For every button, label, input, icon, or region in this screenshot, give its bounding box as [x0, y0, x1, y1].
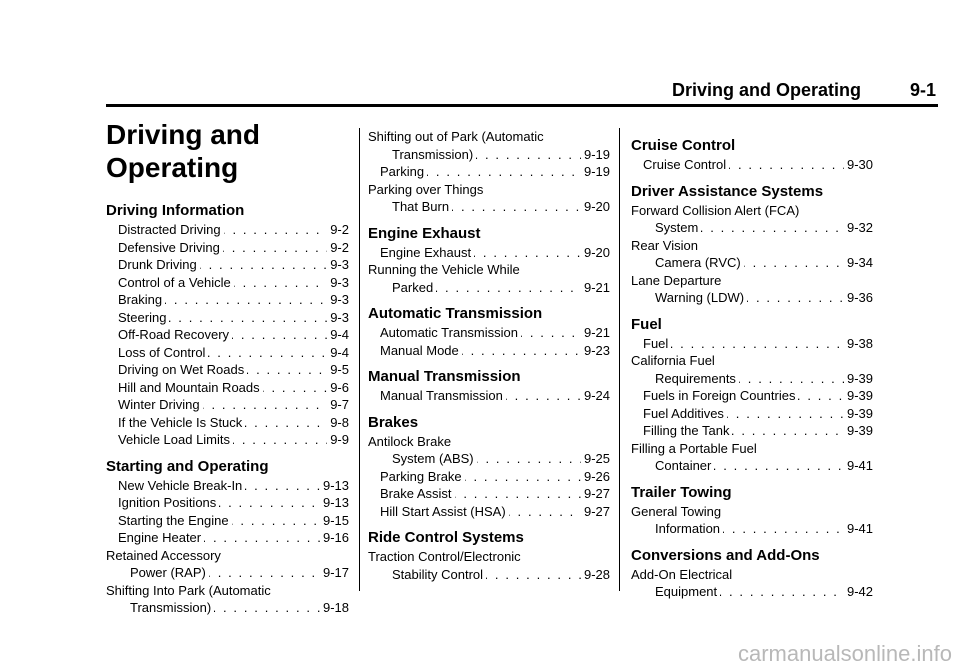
toc-column-1 [106, 119, 349, 617]
toc-entry-label: Container [655, 458, 712, 473]
toc-entry-page: 9-20 [583, 244, 610, 260]
section-heading: Engine Exhaust [368, 224, 481, 242]
toc-entry-label: Driving on Wet Roads [118, 362, 245, 377]
toc-entry-label: Brake Assist [380, 486, 452, 501]
toc-entry-label: Control of a Vehicle [118, 274, 231, 290]
section-heading: Ride Control Systems [368, 529, 524, 546]
toc-entry-label: Stability Control [392, 566, 484, 582]
toc-entry-label: Parking Brake [380, 468, 462, 484]
toc-entry-label: Fuel [643, 335, 669, 351]
toc-entry-list [631, 202, 873, 307]
toc-section [368, 529, 610, 583]
toc-entry-page: 9-2 [330, 222, 349, 237]
toc-entry-page: 9-3 [330, 257, 349, 272]
toc-column-3 [631, 128, 873, 601]
toc-entry-list [368, 387, 610, 405]
toc-entry-page: 9-13 [322, 477, 349, 493]
toc-entry-label: Hill and Mountain Roads [118, 379, 260, 395]
dot-leader [720, 583, 844, 601]
toc-entry-page: 9-30 [846, 157, 873, 172]
toc-entry-label: Hill Start Assist (HSA) [380, 503, 506, 519]
running-header-title: Driving and Operating [671, 80, 861, 100]
toc-entry[interactable] [631, 440, 873, 475]
toc-entry-list [368, 324, 610, 359]
toc-section [368, 128, 610, 216]
dot-leader [245, 477, 320, 495]
toc-entry[interactable] [106, 326, 349, 344]
toc-entry-label: Requirements [655, 370, 736, 386]
section-heading: Manual Transmission [368, 368, 521, 385]
section-heading: Conversions and Add-Ons [631, 546, 820, 564]
dot-leader [476, 146, 581, 164]
dot-leader [744, 254, 844, 272]
chapter-title [106, 118, 349, 184]
toc-entry-page: 9-27 [583, 503, 610, 519]
header-rule [106, 104, 938, 107]
toc-entry-label: Off-Road Recovery [118, 327, 230, 342]
dot-leader [234, 274, 327, 292]
toc-entry-label: Transmission) [392, 146, 474, 162]
toc-entry-page: 9-34 [846, 255, 873, 270]
toc-entry[interactable] [631, 503, 873, 538]
toc-entry-label: Engine Exhaust [380, 244, 472, 260]
toc-section [631, 547, 873, 601]
toc-entry-page: 9-24 [583, 388, 610, 403]
toc-entry[interactable] [106, 529, 349, 547]
toc-entry[interactable] [368, 433, 610, 468]
toc-section [631, 137, 873, 174]
dot-leader [200, 256, 327, 274]
section-heading: Fuel [631, 315, 662, 333]
chapter-title-line: Operating [106, 152, 239, 183]
toc-entry-label: Transmission) [130, 600, 212, 615]
dot-leader [714, 457, 844, 475]
toc-entry-page: 9-13 [322, 495, 349, 510]
toc-entry[interactable] [631, 202, 873, 237]
toc-entry-page: 9-25 [583, 451, 610, 466]
toc-section [368, 305, 610, 359]
dot-leader [204, 529, 320, 547]
toc-entry[interactable] [368, 261, 610, 296]
toc-entry-label: Equipment [655, 584, 718, 599]
toc-entry-page: 9-32 [846, 220, 873, 235]
toc-entry-label-line: Shifting Into Park (Automatic [106, 582, 271, 598]
toc-entry-label: Defensive Driving [118, 239, 220, 255]
toc-entry-page: 9-16 [322, 530, 349, 545]
toc-entry-label: Winter Driving [118, 397, 200, 412]
dot-leader [224, 221, 328, 239]
toc-entry-label: Camera (RVC) [655, 255, 741, 270]
toc-entry-page: 9-2 [330, 239, 349, 255]
toc-entry-list [631, 503, 873, 538]
toc-entry[interactable] [106, 396, 349, 414]
toc-entry-page: 9-7 [330, 397, 349, 412]
toc-entry[interactable] [368, 181, 610, 216]
dot-leader [223, 239, 327, 257]
dot-leader [732, 422, 843, 440]
dot-leader [671, 335, 844, 353]
toc-entry[interactable] [368, 485, 610, 503]
toc-entry-label: Information [655, 521, 721, 536]
toc-entry-label: Loss of Control [118, 344, 206, 360]
toc-entry-list [368, 128, 610, 216]
section-heading: Cruise Control [631, 137, 736, 154]
dot-leader [474, 244, 581, 262]
toc-entry-page: 9-5 [330, 362, 349, 377]
toc-entry[interactable] [368, 163, 610, 181]
toc-entry[interactable] [631, 156, 873, 174]
toc-entry-label: If the Vehicle Is Stuck [118, 414, 243, 430]
toc-entry-label: Distracted Driving [118, 222, 221, 237]
toc-entry[interactable] [106, 582, 349, 617]
toc-entry-page: 9-3 [330, 292, 349, 307]
toc-entry[interactable] [631, 335, 873, 353]
toc-entry-label-line: California Fuel [631, 353, 715, 368]
toc-entry[interactable] [631, 566, 873, 601]
dot-leader [219, 494, 320, 512]
dot-leader [245, 414, 327, 432]
dot-leader [452, 198, 581, 216]
toc-entry-label: Warning (LDW) [655, 290, 745, 305]
toc-section [106, 458, 349, 617]
page-number: 9-1 [909, 80, 936, 100]
toc-entry[interactable] [106, 477, 349, 495]
toc-entry-label: Drunk Driving [118, 257, 197, 272]
dot-leader [232, 512, 320, 530]
dot-leader [798, 387, 844, 405]
toc-entry-label-line: Antilock Brake [368, 433, 452, 449]
toc-entry-label: Automatic Transmission [380, 325, 518, 340]
toc-entry-page: 9-15 [322, 512, 349, 528]
toc-entry-label: Fuels in Foreign Countries [643, 388, 796, 403]
toc-entry[interactable] [631, 237, 873, 272]
toc-entry[interactable] [368, 548, 610, 583]
watermark-text: carmanualsonline.info [737, 641, 952, 666]
toc-entry-label-line: Add-On Electrical [631, 566, 733, 582]
toc-entry-page: 9-27 [583, 486, 610, 501]
toc-entry[interactable] [368, 128, 610, 163]
toc-entry[interactable] [106, 431, 349, 449]
dot-leader [701, 219, 844, 237]
toc-entry-list [368, 548, 610, 583]
toc-entry-label-line: Parking over Things [368, 181, 484, 197]
toc-entry-page: 9-39 [846, 423, 873, 438]
dot-leader [263, 379, 328, 397]
toc-entry[interactable] [631, 387, 873, 405]
dot-leader [233, 431, 327, 449]
toc-entry-label-line: Shifting out of Park (Automatic [368, 129, 544, 144]
toc-section [368, 225, 610, 297]
toc-entry-label: Manual Mode [380, 342, 459, 358]
toc-entry-page: 9-19 [583, 146, 610, 162]
toc-entry-label: Power (RAP) [130, 565, 206, 580]
toc-entry-page: 9-9 [330, 432, 349, 447]
toc-entry[interactable] [106, 274, 349, 292]
dot-leader [727, 405, 844, 423]
toc-entry-page: 9-39 [846, 370, 873, 386]
section-heading: Starting and Operating [106, 457, 269, 475]
dot-leader [477, 450, 581, 468]
toc-section [368, 368, 610, 405]
toc-entry-label-line: Lane Departure [631, 272, 722, 288]
toc-entry[interactable] [368, 244, 610, 262]
toc-section [631, 183, 873, 307]
toc-entry[interactable] [106, 414, 349, 432]
toc-entry-label: Cruise Control [643, 157, 727, 172]
toc-entry[interactable] [106, 494, 349, 512]
dot-leader [169, 309, 327, 327]
toc-entry-list [631, 335, 873, 475]
toc-entry-page: 9-19 [583, 164, 610, 179]
toc-entry[interactable] [106, 239, 349, 257]
toc-entry-page: 9-6 [330, 379, 349, 395]
dot-leader [209, 564, 320, 582]
toc-entry[interactable] [631, 272, 873, 307]
toc-entry[interactable] [106, 221, 349, 239]
toc-entry-page: 9-18 [322, 600, 349, 615]
section-heading: Trailer Towing [631, 483, 732, 501]
toc-entry-label: Steering [118, 309, 167, 325]
toc-entry-label: That Burn [392, 199, 450, 214]
toc-entry-label-line: Running the Vehicle While [368, 262, 520, 277]
toc-entry[interactable] [631, 352, 873, 387]
toc-entry[interactable] [106, 291, 349, 309]
dot-leader [462, 342, 581, 360]
toc-section [631, 484, 873, 538]
toc-entry-list [368, 244, 610, 297]
toc-entry-label: Fuel Additives [643, 405, 724, 421]
toc-entry-page: 9-26 [583, 468, 610, 484]
dot-leader [208, 344, 327, 362]
dot-leader [465, 468, 581, 486]
toc-entry[interactable] [368, 387, 610, 405]
section-heading: Driver Assistance Systems [631, 182, 824, 200]
toc-entry-page: 9-20 [583, 199, 610, 214]
toc-entry-label: Filling the Tank [643, 423, 730, 438]
toc-entry-label-line: Rear Vision [631, 237, 698, 253]
dot-leader [747, 289, 844, 307]
toc-section [368, 414, 610, 521]
toc-entry-page: 9-39 [846, 405, 873, 421]
toc-entry-page: 9-21 [583, 279, 610, 295]
dot-leader [427, 163, 581, 181]
toc-entry[interactable] [631, 405, 873, 423]
toc-entry[interactable] [106, 547, 349, 582]
toc-entry-label-line: Traction Control/Electronic [368, 549, 521, 564]
toc-entry-label: New Vehicle Break-In [118, 477, 243, 493]
toc-entry[interactable] [368, 342, 610, 360]
toc-entry[interactable] [106, 256, 349, 274]
toc-entry-label-line: Filling a Portable Fuel [631, 440, 757, 456]
toc-entry-label: System (ABS) [392, 451, 474, 466]
toc-entry-label: Braking [118, 292, 163, 307]
toc-entry-label: Parking [380, 164, 425, 179]
toc-entry-label: Ignition Positions [118, 495, 217, 510]
toc-entry-label: Starting the Engine [118, 512, 229, 528]
toc-entry[interactable] [106, 361, 349, 379]
toc-entry-page: 9-8 [330, 414, 349, 430]
toc-entry-list [631, 156, 873, 174]
toc-entry[interactable] [106, 512, 349, 530]
dot-leader [203, 396, 328, 414]
toc-entry-list [631, 566, 873, 601]
toc-entry-page: 9-42 [846, 584, 873, 599]
chapter-title-line: Driving and [106, 119, 261, 150]
dot-leader [521, 324, 581, 342]
toc-entry-label: Vehicle Load Limits [118, 432, 231, 447]
toc-entry-label: Parked [392, 279, 434, 295]
toc-entry-label-line: General Towing [631, 503, 722, 519]
dot-leader [509, 503, 581, 521]
toc-entry[interactable] [368, 468, 610, 486]
toc-entry[interactable] [631, 422, 873, 440]
dot-leader [723, 520, 844, 538]
toc-entry-page: 9-3 [330, 274, 349, 290]
dot-leader [165, 291, 327, 309]
dot-leader [486, 566, 581, 584]
dot-leader [455, 485, 581, 503]
toc-entry-page: 9-39 [846, 388, 873, 403]
toc-entry-label: System [655, 220, 699, 235]
toc-entry-page: 9-4 [330, 327, 349, 342]
toc-entry-page: 9-21 [583, 325, 610, 340]
toc-section [106, 202, 349, 449]
section-heading: Driving Information [106, 202, 245, 219]
toc-entry-label-line: Forward Collision Alert (FCA) [631, 202, 800, 218]
toc-entry[interactable] [106, 379, 349, 397]
toc-entry-page: 9-41 [846, 458, 873, 473]
toc-entry-page: 9-3 [330, 309, 349, 325]
toc-entry[interactable] [106, 309, 349, 327]
toc-column-2 [368, 128, 610, 583]
toc-entry-list [106, 221, 349, 449]
dot-leader [232, 326, 327, 344]
section-heading: Brakes [368, 413, 419, 431]
dot-leader [436, 279, 581, 297]
toc-entry[interactable] [368, 324, 610, 342]
toc-entry[interactable] [106, 344, 349, 362]
toc-entry-list [368, 433, 610, 521]
toc-entry-page: 9-38 [846, 335, 873, 351]
dot-leader [739, 370, 844, 388]
toc-entry-page: 9-41 [846, 521, 873, 536]
toc-entry-page: 9-17 [322, 565, 349, 580]
toc-section [631, 316, 873, 475]
dot-leader [247, 361, 327, 379]
toc-entry-label: Manual Transmission [380, 388, 503, 403]
toc-entry-page: 9-28 [583, 566, 610, 582]
toc-entry-label: Engine Heater [118, 530, 202, 545]
toc-entry-label-line: Retained Accessory [106, 547, 221, 563]
toc-entry-page: 9-36 [846, 290, 873, 305]
dot-leader [506, 387, 581, 405]
dot-leader [214, 599, 320, 617]
dot-leader [729, 156, 844, 174]
section-heading: Automatic Transmission [368, 305, 543, 322]
toc-entry-page: 9-23 [583, 342, 610, 358]
toc-entry[interactable] [368, 503, 610, 521]
toc-entry-list [106, 477, 349, 617]
toc-entry-page: 9-4 [330, 344, 349, 360]
